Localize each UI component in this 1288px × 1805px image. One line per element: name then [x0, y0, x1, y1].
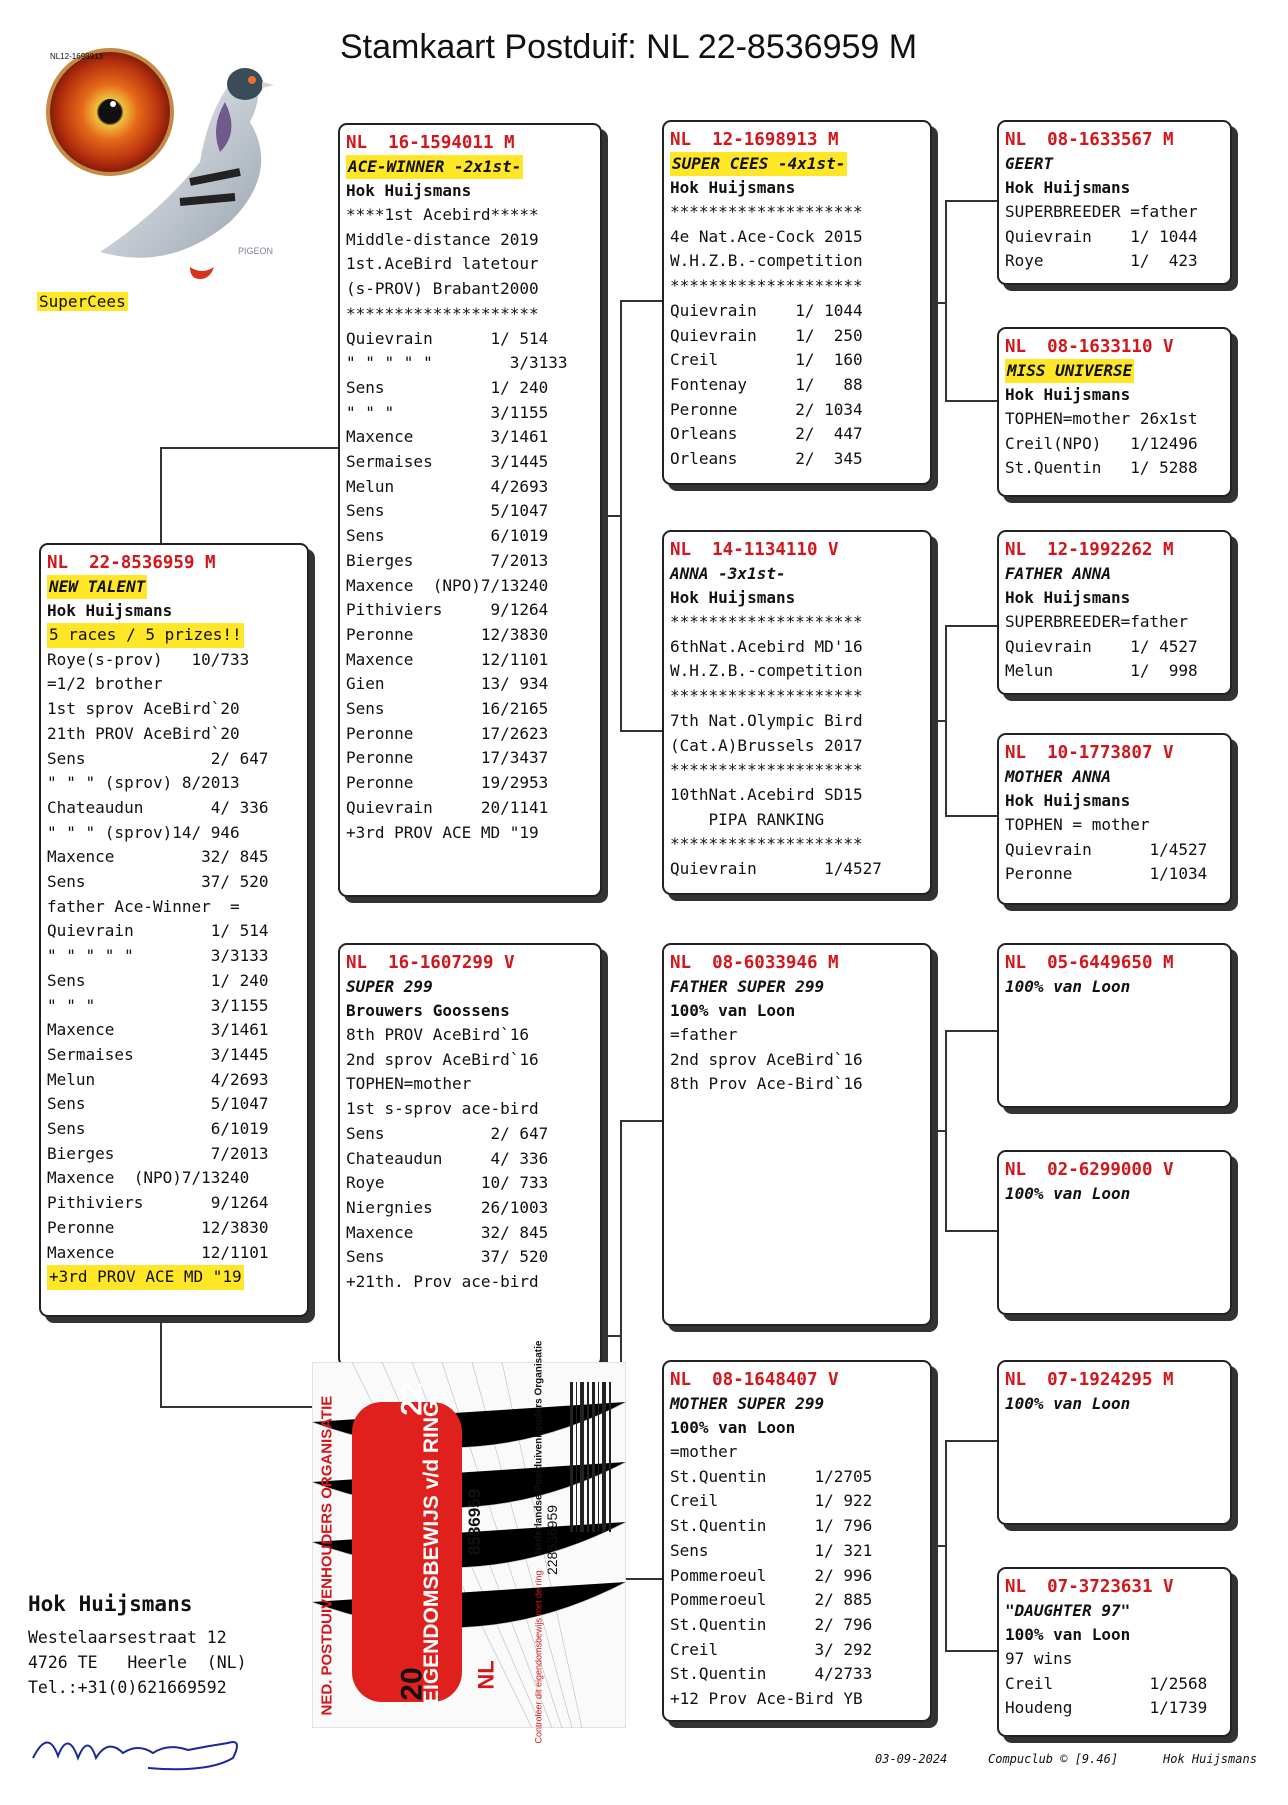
result-line: " " " (sprov) 8/2013 [47, 773, 240, 793]
bird-card-ffm [997, 327, 1232, 497]
card-org: NED. POSTDUIVENHOUDERS ORGANISATIE [318, 1395, 336, 1716]
bird-owner: 100% van Loon [670, 1001, 796, 1020]
bird-card-mfm [997, 1150, 1232, 1315]
bird-name: 100% van Loon [1005, 1394, 1131, 1413]
result-line: 21th PROV AceBird`20 [47, 723, 240, 743]
ring-number: NL 12-1992262 M [1005, 540, 1174, 560]
result-line: Chateaudun 4/ 336 [47, 797, 269, 817]
ring-number: NL 16-1594011 M [346, 133, 515, 153]
connector [932, 1130, 947, 1132]
bird-card-mother [338, 943, 602, 1367]
bird-card-father [338, 123, 602, 897]
result-line: Sens 1/ 321 [670, 1540, 873, 1560]
bird-card-mmm [997, 1567, 1232, 1737]
result-line: " " " " " 3/3133 [47, 946, 269, 966]
result-line: Sermaises 3/1445 [47, 1044, 269, 1064]
logo-ring-number: NL12-1698913 [50, 52, 103, 61]
result-line: Bierges 7/2013 [346, 550, 549, 570]
page-title: Stamkaart Postduif: NL 22-8536959 M [340, 28, 918, 66]
bird-card-mother-father [662, 943, 932, 1326]
connector [160, 447, 338, 449]
bird-card-fmm [997, 733, 1232, 905]
result-line: Bierges 7/2013 [47, 1143, 269, 1163]
result-line: 97 wins [1005, 1649, 1073, 1668]
ring-number: NL 07-3723631 V [1005, 1577, 1174, 1597]
pigeon-logo [40, 42, 280, 302]
result-line: " " " 3/1155 [346, 402, 549, 422]
result-line: Maxence 32/ 845 [47, 847, 269, 867]
ring-number: NL 07-1924295 M [1005, 1370, 1174, 1390]
connector [620, 300, 662, 302]
result-line: St.Quentin 1/2705 [670, 1466, 873, 1486]
bird-card-father-mother [662, 530, 932, 895]
connector [620, 1120, 662, 1122]
result-line: Maxence (NPO)7/13240 [346, 575, 549, 595]
result-line: Quievrain 1/ 514 [47, 921, 269, 941]
bird-card-mff [997, 943, 1232, 1108]
result-line: Peronne 19/2953 [346, 773, 549, 793]
result-line: 2nd sprov AceBird`16 [670, 1049, 863, 1069]
result-line: Chateaudun 4/ 336 [346, 1148, 549, 1168]
result-line: Peronne 17/3437 [346, 748, 549, 768]
pigeon-eye-icon [40, 42, 280, 302]
result-line: 8th PROV AceBird`16 [346, 1025, 530, 1044]
result-line: St.Quentin 1/ 796 [670, 1516, 873, 1536]
connector [932, 1545, 947, 1547]
result-line: Quievrain 1/ 4527 [1005, 636, 1198, 656]
result-line: Quievrain 1/ 250 [670, 325, 863, 345]
result-line: 8th Prov Ace-Bird`16 [670, 1074, 863, 1094]
result-line: (Cat.A)Brussels 2017 [670, 735, 863, 755]
result-line: Melun 1/ 998 [1005, 661, 1198, 681]
result-line: Creil 1/ 160 [670, 350, 863, 370]
bird-name: SUPER 299 [346, 977, 433, 996]
result-line: Orleans 2/ 447 [670, 424, 863, 444]
footer-software: Compuclub © [9.46] [988, 1752, 1119, 1766]
ring-number: NL 05-6449650 M [1005, 953, 1174, 973]
connector [945, 815, 997, 817]
result-line: W.H.Z.B.-competition [670, 251, 863, 271]
bird-name: ANNA -3x1st- [670, 564, 786, 583]
card-doc: EIGENDOMSBEWIJS v/d RING [420, 1400, 443, 1704]
result-line: Sens 16/2165 [346, 699, 549, 719]
bird-owner: Hok Huijsmans [1005, 385, 1131, 404]
result-line: Peronne 17/2623 [346, 723, 549, 743]
result-line: Pommeroeul 2/ 996 [670, 1565, 873, 1585]
connector [945, 1440, 997, 1442]
connector [160, 1318, 162, 1408]
ring-number: NL 16-1607299 V [346, 953, 515, 973]
result-line: +3rd PROV ACE MD "19 [346, 822, 539, 842]
result-line: 10thNat.Acebird SD15 [670, 784, 863, 804]
connector [945, 200, 947, 400]
result-line: Peronne 2/ 1034 [670, 399, 863, 419]
result-line: Quievrain 20/1141 [346, 797, 549, 817]
bird-name: 100% van Loon [1005, 1184, 1131, 1203]
bird-name: MISS UNIVERSE [1005, 359, 1134, 383]
result-line: SUPERBREEDER =father [1005, 202, 1198, 221]
bird-name: FATHER SUPER 299 [670, 977, 825, 996]
name-tag: SuperCees [39, 292, 126, 311]
bird-owner: Hok Huijsmans [346, 181, 472, 200]
result-line: Peronne 1/1034 [1005, 864, 1208, 884]
bird-owner: Hok Huijsmans [1005, 588, 1131, 607]
bird-owner: Hok Huijsmans [670, 588, 796, 607]
result-line: 6thNat.Acebird MD'16 [670, 636, 863, 656]
card-barcode-number: 228536959 [544, 1504, 561, 1576]
bird-name: MOTHER ANNA [1005, 767, 1111, 786]
card-country: NL [473, 1660, 499, 1690]
connector [620, 730, 662, 732]
result-line: ******************** [670, 202, 863, 221]
connector [932, 302, 947, 304]
ownership-card [312, 1340, 626, 1744]
bird-owner: Hok Huijsmans [1005, 178, 1131, 197]
ring-number: NL 08-1633110 V [1005, 337, 1174, 357]
connector [602, 515, 622, 517]
owner-street: Westelaarsestraat 12 [28, 1628, 227, 1647]
result-line: ******************** [670, 276, 863, 296]
result-line: Sens 6/1019 [47, 1119, 269, 1139]
result-line: 1st s-sprov ace-bird [346, 1099, 539, 1119]
footer-date: 03-09-2024 [875, 1752, 948, 1766]
bird-card-fff [997, 120, 1232, 285]
result-line: TOPHEN = mother [1005, 815, 1150, 834]
result-line: Fontenay 1/ 88 [670, 374, 863, 394]
bird-card-father-father [662, 120, 932, 485]
result-line: Sens 5/1047 [47, 1094, 269, 1114]
result-line: TOPHEN=mother 26x1st [1005, 409, 1198, 428]
result-line: Maxence 12/1101 [346, 649, 549, 669]
bird-owner: Brouwers Goossens [346, 1001, 510, 1020]
result-line: Creil 3/ 292 [670, 1639, 873, 1659]
connector [945, 625, 997, 627]
bird-name: MOTHER SUPER 299 [670, 1394, 825, 1413]
result-line: Quievrain 1/ 514 [346, 328, 549, 348]
bird-name: SUPER CEES -4x1st- [670, 152, 847, 176]
bird-owner: 100% van Loon [1005, 1625, 1131, 1644]
card-check-note: Controleer dit eigendomsbewijs met de ring [533, 1570, 544, 1744]
result-line: Houdeng 1/1739 [1005, 1698, 1208, 1718]
owner-tel: Tel.:+31(0)621669592 [28, 1678, 227, 1697]
result-line: Pithiviers 9/1264 [47, 1193, 269, 1213]
result-line: 7th Nat.Olympic Bird [670, 710, 863, 730]
result-line: Sens 5/1047 [346, 501, 549, 521]
ring-number: NL 12-1698913 M [670, 130, 839, 150]
ring-number: NL 08-1633567 M [1005, 130, 1174, 150]
bird-name: FATHER ANNA [1005, 564, 1111, 583]
ring-number: NL 10-1773807 V [1005, 743, 1174, 763]
card-ring-number: 8536959 [465, 1488, 485, 1556]
result-line: " " " 3/1155 [47, 995, 269, 1015]
result-line: Sens 37/ 520 [346, 1247, 549, 1267]
ring-number: NL 02-6299000 V [1005, 1160, 1174, 1180]
result-line: Niergnies 26/1003 [346, 1197, 549, 1217]
result-line: Maxence 12/1101 [47, 1242, 269, 1262]
bird-card-fmf [997, 530, 1232, 695]
connector [602, 1335, 622, 1337]
result-line: SUPERBREEDER=father [1005, 612, 1189, 631]
result-line: =father [670, 1025, 738, 1044]
result-line: Maxence 32/ 845 [346, 1222, 549, 1242]
result-line: PIPA RANKING [670, 809, 825, 829]
result-line: =1/2 brother [47, 674, 163, 694]
result-line: Sens 2/ 647 [47, 748, 269, 768]
result-line: Creil 1/2568 [1005, 1673, 1208, 1693]
result-line: Maxence 3/1461 [346, 427, 549, 447]
card-year-b: 22 [395, 1382, 429, 1416]
result-line: ******************** [670, 834, 863, 854]
signature [28, 1718, 258, 1778]
result-line: TOPHEN=mother [346, 1074, 472, 1094]
connector [945, 1030, 997, 1032]
result-line: Sens 1/ 240 [346, 377, 549, 397]
result-line: Sens 1/ 240 [47, 970, 269, 990]
bird-owner: Hok Huijsmans [670, 178, 796, 197]
bird-card-main [39, 543, 309, 1317]
bird-name: GEERT [1005, 154, 1054, 173]
result-line: Creil(NPO) 1/12496 [1005, 433, 1198, 453]
result-line-highlight: +3rd PROV ACE MD "19 [47, 1265, 244, 1290]
result-line: Sens 6/1019 [346, 526, 549, 546]
result-line: Roye 1/ 423 [1005, 251, 1198, 271]
ring-number: NL 08-1648407 V [670, 1370, 839, 1390]
result-line: St.Quentin 1/ 5288 [1005, 458, 1198, 478]
result-line: Pommeroeul 2/ 885 [670, 1590, 873, 1610]
result-line: Quievrain 1/ 1044 [670, 300, 863, 320]
result-line: +21th. Prov ace-bird [346, 1272, 539, 1292]
result-line: Melun 4/2693 [346, 476, 549, 496]
result-line: ******************** [670, 612, 863, 631]
result-line: father Ace-Winner = [47, 896, 240, 916]
result-line: Sermaises 3/1445 [346, 452, 549, 472]
result-line: Peronne 12/3830 [346, 624, 549, 644]
result-line: Melun 4/2693 [47, 1069, 269, 1089]
bird-owner: Hok Huijsmans [47, 601, 173, 620]
result-line: 4e Nat.Ace-Cock 2015 [670, 226, 863, 246]
result-line: 2nd sprov AceBird`16 [346, 1049, 539, 1069]
connector [160, 447, 162, 543]
card-year-a: 20 [395, 1667, 429, 1701]
bird-name: NEW TALENT [47, 575, 147, 599]
logo-brand: PIGEON [238, 246, 274, 256]
result-line: Maxence (NPO)7/13240 [47, 1168, 250, 1188]
connector [945, 200, 997, 202]
result-line: " " " (sprov)14/ 946 [47, 822, 240, 842]
result-line: 1st.AceBird latetour [346, 254, 539, 274]
result-line: Roye(s-prov) 10/733 [47, 649, 250, 669]
bird-owner: 100% van Loon [670, 1418, 796, 1437]
result-line: +12 Prov Ace-Bird YB [670, 1689, 863, 1709]
bird-name: "DAUGHTER 97" [1005, 1601, 1131, 1620]
result-line: Pithiviers 9/1264 [346, 600, 549, 620]
result-line: =mother [670, 1442, 738, 1461]
ring-number: NL 22-8536959 M [47, 553, 216, 573]
result-line: ******************** [670, 686, 863, 706]
owner-name: Hok Huijsmans [28, 1592, 193, 1616]
result-line: St.Quentin 2/ 796 [670, 1614, 873, 1634]
bird-card-mother-mother [662, 1360, 932, 1722]
result-line: ****1st Acebird***** [346, 205, 539, 224]
result-line: Quievrain 1/4527 [1005, 839, 1208, 859]
result-line: Middle-distance 2019 [346, 229, 539, 249]
result-line: Quievrain 1/ 1044 [1005, 226, 1198, 246]
result-line: W.H.Z.B.-competition [670, 661, 863, 681]
ring-number: NL 08-6033946 M [670, 953, 839, 973]
result-line: St.Quentin 4/2733 [670, 1664, 873, 1684]
card-npo: Nederlandse Postduivenhouders Organisatie [533, 1340, 545, 1555]
result-line: ******************** [346, 303, 539, 323]
connector [945, 1230, 997, 1232]
connector [932, 720, 947, 722]
connector [945, 1650, 997, 1652]
result-line: Orleans 2/ 345 [670, 449, 863, 469]
connector [620, 1578, 662, 1580]
result-line: 1st sprov AceBird`20 [47, 699, 240, 719]
bird-owner: Hok Huijsmans [1005, 791, 1131, 810]
bird-card-mmf [997, 1360, 1232, 1525]
result-line: " " " " " 3/3133 [346, 353, 568, 373]
highlight: 5 races / 5 prizes!! [47, 623, 244, 648]
result-line: Quievrain 1/4527 [670, 859, 882, 879]
result-line: (s-PROV) Brabant2000 [346, 279, 539, 299]
result-line: Gien 13/ 934 [346, 674, 549, 694]
bird-name: 100% van Loon [1005, 977, 1131, 996]
connector [945, 400, 997, 402]
result-line: Roye 10/ 733 [346, 1173, 549, 1193]
result-line: Sens 37/ 520 [47, 872, 269, 892]
result-line: Peronne 12/3830 [47, 1217, 269, 1237]
bird-name: ACE-WINNER -2x1st- [346, 155, 523, 179]
owner-city: 4726 TE Heerle (NL) [28, 1653, 247, 1672]
result-line: Sens 2/ 647 [346, 1123, 549, 1143]
result-line: Maxence 3/1461 [47, 1020, 269, 1040]
result-line: ******************** [670, 760, 863, 780]
result-line: Creil 1/ 922 [670, 1491, 873, 1511]
footer-owner: Hok Huijsmans [1163, 1752, 1257, 1766]
ring-number: NL 14-1134110 V [670, 540, 839, 560]
